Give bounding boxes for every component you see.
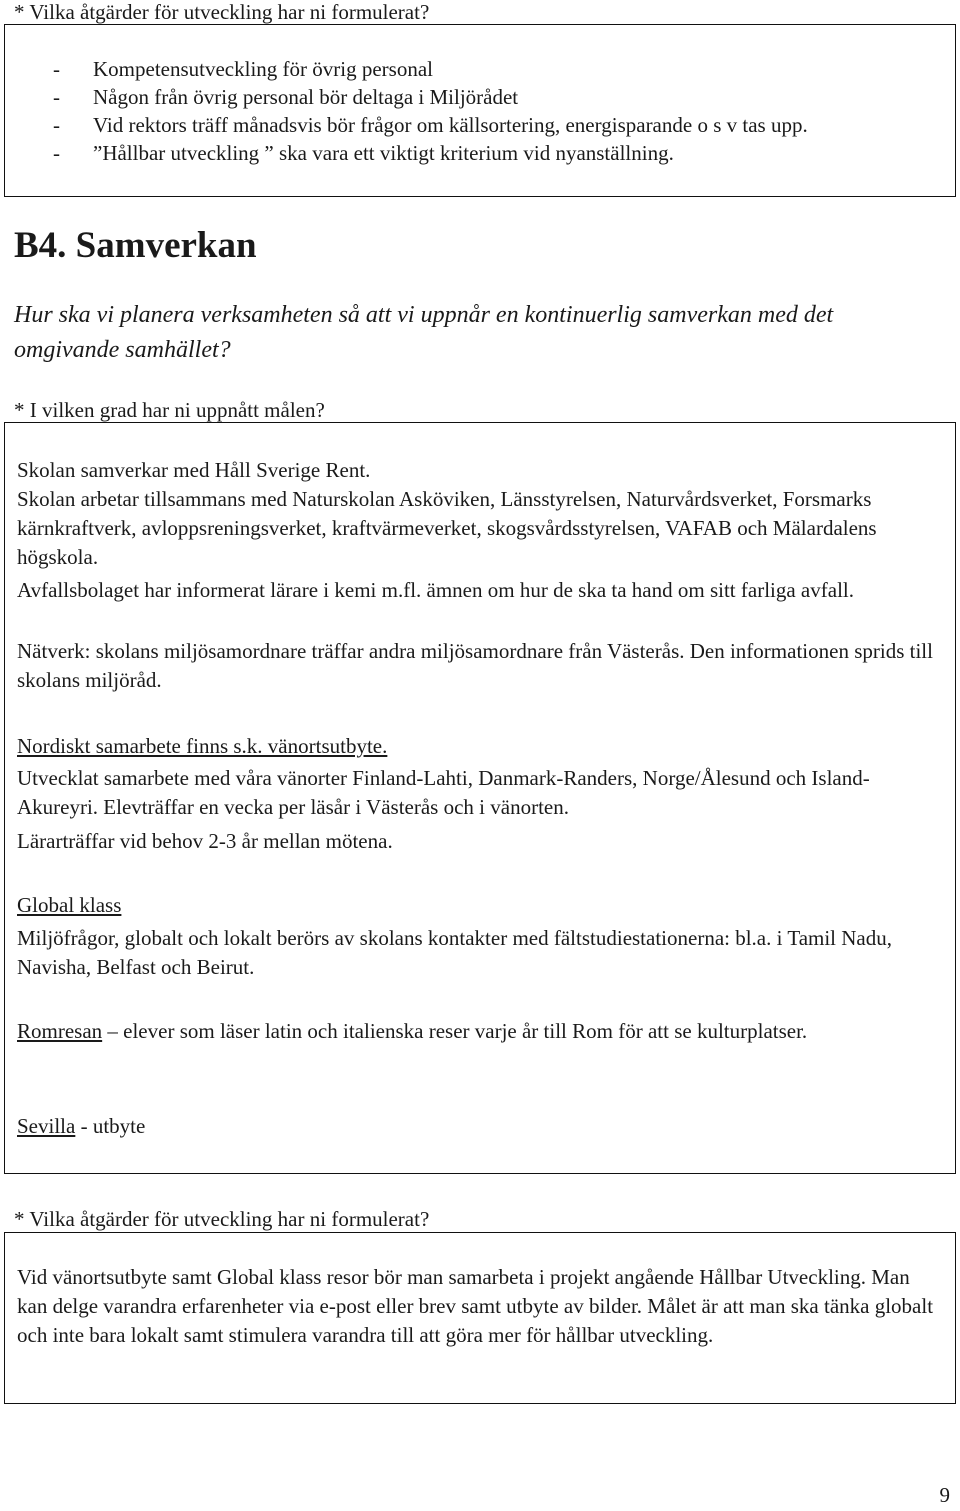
measures-answer-box [4, 1232, 956, 1404]
question-goals: * I vilken grad har ni uppnått målen? [14, 398, 325, 422]
nordic-text: Utvecklat samarbete med våra vänorter Finland-Lahti, Danmark-Randers, Norge/Ålesund och Island- Akureyri. Elevträffar en vecka per läsår i Västerås och i vänorten. [17, 766, 870, 819]
rome-trip [17, 1017, 945, 1046]
paragraph-waste: Avfallsbolaget har informerat lärare i kemi m.fl. ämnen om hur de ska ta hand om sitt farliga avfall. [17, 578, 854, 602]
paragraph-partners: Skolan arbetar tillsammans med Naturskolan Asköviken, Länsstyrelsen, Naturvårdsverket, Forsmarks kärnkraftverk, avloppsreningsverket, kraftvärmeverket, skogsvårdsstyrelsen, VAFAB och Mälardalens högskola. [17, 487, 877, 569]
section-lead-question: Hur ska vi planera verksamheten så att vi uppnår en kontinuerlig samverkan med det omgivande samhället? [14, 302, 834, 363]
nordic-title: Nordiskt samarbete finns s.k. vänortsutbyte. [17, 734, 388, 758]
teacher-meetings: Lärarträffar vid behov 2-3 år mellan mötena. [17, 829, 393, 853]
list-item: - ”Hållbar utveckling ” ska vara ett viktigt kriterium vid nyanställning. [53, 141, 674, 165]
sevilla-exchange [17, 1112, 945, 1141]
global-class-text: Miljöfrågor, globalt och lokalt berörs av skolans kontakter med fältstudiestationerna: bl.a. i Tamil Nadu, Navisha, Belfast och Beirut. [17, 926, 893, 979]
list-item: - Vid rektors träff månadsvis bör frågor om källsortering, energisparande o s v tas upp. [53, 113, 808, 137]
goals-answer-box [4, 422, 956, 1174]
list-item: - Kompetensutveckling för övrig personal [53, 57, 433, 81]
measures-box [4, 24, 956, 197]
sevilla-text: - utbyte [75, 1114, 146, 1138]
global-class-title: Global klass [17, 893, 122, 917]
measures-list [53, 55, 808, 167]
sevilla-title: Sevilla [17, 1114, 76, 1138]
paragraph-cooperation: Vid vänortsutbyte samt Global klass resor bör man samarbeta i projekt angående Hållbar Utveckling. Man kan delge varandra erfarenheter via e-post eller brev samt utbyte av bilder. Målet är att man ska tänka globalt och inte bara lokalt samt stimulera varandra till att göra mer för hållbar utveckling. [17, 1265, 934, 1347]
question-measures-top: * Vilka åtgärder för utveckling har ni formulerat? [14, 0, 430, 24]
question-measures-bottom: * Vilka åtgärder för utveckling har ni formulerat? [14, 1207, 430, 1231]
rome-text: – elever som läser latin och italienska reser varje år till Rom för att se kulturplatser. [102, 1019, 808, 1043]
page-number: 9 [939, 1483, 950, 1507]
paragraph-network: Nätverk: skolans miljösamordnare träffar andra miljösamordnare från Västerås. Den informationen sprids till skolans miljöråd. [17, 639, 933, 692]
list-item: - Någon från övrig personal bör deltaga i Miljörådet [53, 85, 519, 109]
paragraph-hsr: Skolan samverkar med Håll Sverige Rent. [17, 458, 371, 482]
section-heading: B4. Samverkan [14, 225, 257, 266]
rome-title: Romresan [17, 1019, 103, 1043]
